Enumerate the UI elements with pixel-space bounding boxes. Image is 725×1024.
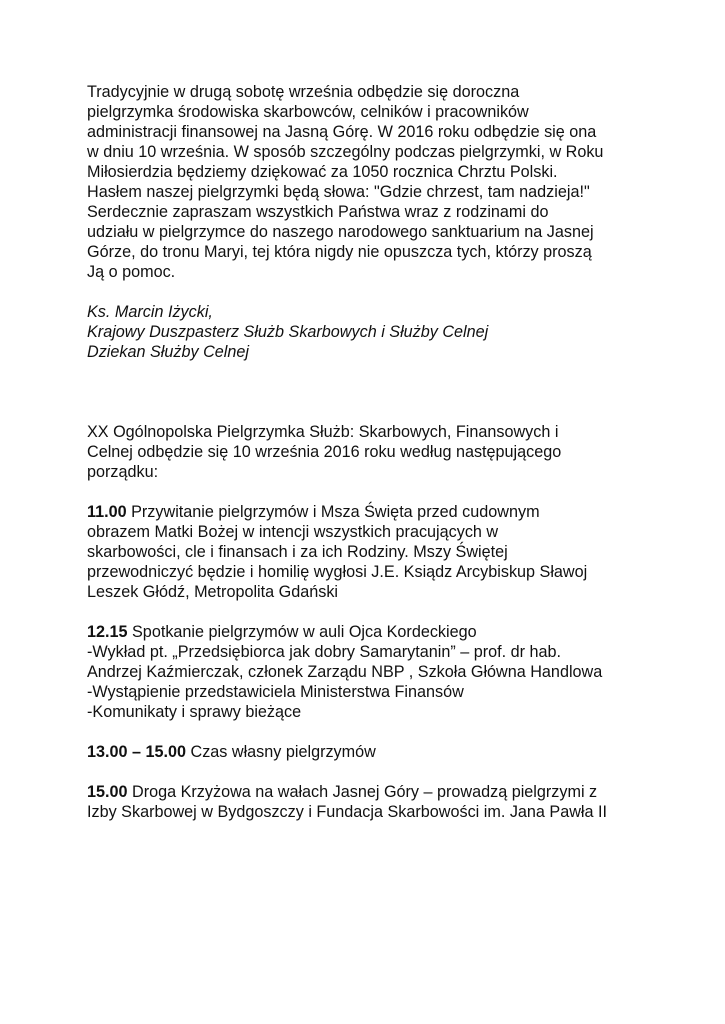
schedule-text: Spotkanie pielgrzymów w auli Ojca Kordeckiego	[127, 623, 477, 641]
intro-line: administracji finansowej na Jasną Górę. W 2016 roku odbędzie się ona	[87, 123, 597, 141]
document-page	[87, 82, 687, 822]
schedule-item	[87, 782, 687, 822]
schedule-text: obrazem Matki Bożej w intencji wszystkich pracujących w	[87, 523, 499, 541]
intro-line: Górze, do tronu Maryi, tej która nigdy nie opuszcza tych, którzy proszą	[87, 243, 592, 261]
schedule-text: Droga Krzyżowa na wałach Jasnej Góry – prowadzą pielgrzymi z	[127, 783, 598, 801]
intro-line: Miłosierdzia będziemy dziękować za 1050 rocznica Chrztu Polski.	[87, 163, 558, 181]
schedule-text: Przywitanie pielgrzymów i Msza Święta przed cudownym	[126, 503, 540, 521]
schedule-time: 12.15	[87, 623, 128, 641]
schedule-item	[87, 742, 687, 762]
schedule-time: 11.00	[87, 503, 127, 521]
intro-line: pielgrzymka środowiska skarbowców, celników i pracowników	[87, 103, 529, 121]
intro-line: Tradycyjnie w drugą sobotę września odbędzie się doroczna	[87, 83, 520, 101]
signature-block	[87, 302, 687, 362]
schedule-text: -Wykład pt. „Przedsiębiorca jak dobry Samarytanin” – prof. dr hab.	[87, 643, 561, 661]
signature-title: Dziekan Służby Celnej	[87, 343, 249, 361]
announcement-line: porządku:	[87, 463, 159, 481]
intro-line: udziału w pielgrzymce do naszego narodowego sanktuarium na Jasnej	[87, 223, 594, 241]
schedule-text: Czas własny pielgrzymów	[186, 743, 376, 761]
announcement-paragraph	[87, 422, 687, 482]
schedule-text: Izby Skarbowej w Bydgoszczy i Fundacja Skarbowości im. Jana Pawła II	[87, 803, 608, 821]
signature-title: Krajowy Duszpasterz Służb Skarbowych i Służby Celnej	[87, 323, 489, 341]
schedule-item	[87, 502, 687, 602]
intro-line: Ją o pomoc.	[87, 263, 176, 281]
intro-line: w dniu 10 września. W sposób szczególny podczas pielgrzymki, w Roku	[87, 143, 604, 161]
schedule-item	[87, 622, 687, 722]
schedule-text: Andrzej Kaźmierczak, członek Zarządu NBP , Szkoła Główna Handlowa	[87, 663, 603, 681]
signature-name: Ks. Marcin Iżycki,	[87, 303, 213, 321]
announcement-line: XX Ogólnopolska Pielgrzymka Służb: Skarbowych, Finansowych i	[87, 423, 559, 441]
schedule-text: Leszek Głódź, Metropolita Gdański	[87, 583, 339, 601]
schedule-text: skarbowości, cle i finansach i za ich Rodziny. Mszy Świętej	[87, 543, 508, 561]
intro-paragraph	[87, 82, 687, 282]
announcement-line: Celnej odbędzie się 10 września 2016 roku według następującego	[87, 443, 562, 461]
schedule-text: przewodniczyć będzie i homilię wygłosi J.E. Ksiądz Arcybiskup Sławoj	[87, 563, 588, 581]
intro-line: Hasłem naszej pielgrzymki będą słowa: "Gdzie chrzest, tam nadzieja!"	[87, 183, 590, 201]
schedule-time: 15.00	[87, 783, 128, 801]
schedule-text: -Komunikaty i sprawy bieżące	[87, 703, 302, 721]
intro-line: Serdecznie zapraszam wszystkich Państwa wraz z rodzinami do	[87, 203, 549, 221]
schedule-time: 13.00 – 15.00	[87, 743, 187, 761]
schedule-text: -Wystąpienie przedstawiciela Ministerstwa Finansów	[87, 683, 464, 701]
